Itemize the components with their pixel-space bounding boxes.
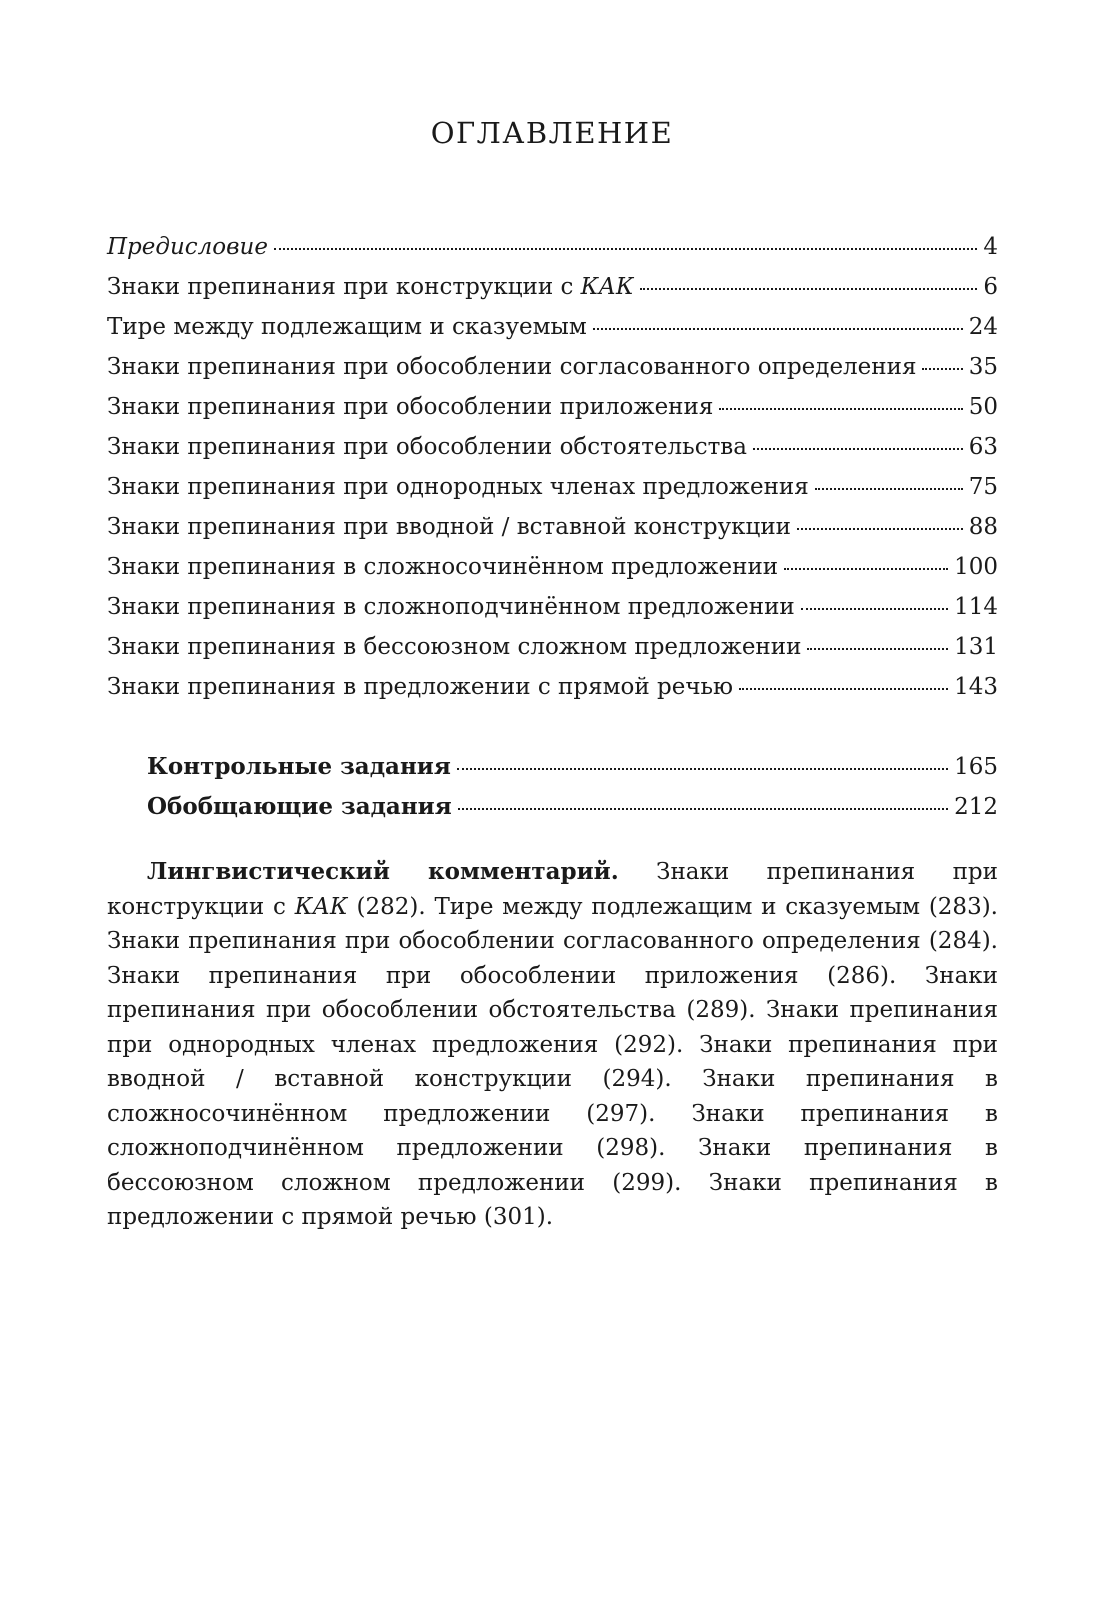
toc-label: Контрольные задания [147,753,451,780]
commentary-text: (282). Тире между подлежащим и сказуемым (283). Знаки препинания при обособлении согласованного определения (284). Знаки препинания при обособлении приложения (286). Знаки препинания при обособлении обстоятельства (289). Знаки препинания при однородных членах предложения (292). Знаки препинания при вводной / вставной конструкции (294). Знаки препинания в сложносочинённом предложении (297). Знаки препинания в сложноподчинённом предложении (298). Знаки препинания в бессоюзном сложном предложении (299). Знаки препинания в предложении с прямой речью (301). [107,893,998,1230]
commentary-italic: КАК [294,893,348,920]
toc-page-number: 75 [968,474,998,500]
toc-label: Обобщающие задания [147,793,452,820]
toc-entry[interactable] [107,670,998,704]
toc-page-number: 6 [983,274,998,300]
toc-entry[interactable] [107,350,998,384]
toc-label: Знаки препинания при вводной / вставной конструкции [107,514,791,540]
toc-page-number: 131 [954,634,998,660]
toc-page-number: 114 [954,594,998,620]
toc-label: Знаки препинания при обособлении приложения [107,394,714,420]
toc-entry[interactable] [107,270,998,304]
dot-leader [719,406,962,410]
toc-label: Знаки препинания в бессоюзном сложном предложении [107,634,802,660]
toc-entry-preface[interactable] [107,230,998,264]
toc-label-italic: КАК [580,274,634,300]
toc-entry-control-tasks[interactable] [147,750,998,784]
toc-page-number: 4 [983,234,998,260]
toc-entry[interactable] [107,510,998,544]
toc-label: Знаки препинания в предложении с прямой речью [107,674,734,700]
toc-entry[interactable] [107,630,998,664]
dot-leader [640,286,978,290]
toc-page-number: 50 [968,394,998,420]
dot-leader [458,806,948,810]
toc-label: Знаки препинания при обособлении обстоятельства [107,434,747,460]
toc-label: Предисловие [107,234,268,260]
toc-entry[interactable] [107,390,998,424]
toc-entry[interactable] [107,590,998,624]
toc-entry[interactable] [107,550,998,584]
toc-label: Знаки препинания в сложноподчинённом предложении [107,594,795,620]
toc-label: Знаки препинания при обособлении согласованного определения [107,354,917,380]
toc-label: Тире между подлежащим и сказуемым [107,314,587,340]
dot-leader [797,526,963,530]
dot-leader [922,366,962,370]
toc-label: Знаки препинания в сложносочинённом предложении [107,554,779,580]
commentary-heading: Лингвистический комментарий. [147,858,619,885]
page-title: ОГЛАВЛЕНИЕ [430,116,674,150]
toc-page-number: 165 [954,754,998,780]
dot-leader [753,446,963,450]
toc-page-number: 24 [968,314,998,340]
dot-leader [274,246,977,250]
dot-leader [784,566,948,570]
commentary-text: Знаки препинания при конструкции с [107,859,998,920]
toc-page-number: 35 [968,354,998,380]
toc-entry[interactable] [107,430,998,464]
dot-leader [815,486,963,490]
toc-page-number: 63 [968,434,998,460]
toc-page-number: 100 [954,554,998,580]
dot-leader [807,646,948,650]
toc-entry[interactable] [107,470,998,504]
dot-leader [593,326,963,330]
toc-entry-summary-tasks[interactable] [147,790,998,824]
dot-leader [457,766,948,770]
dot-leader [739,686,948,690]
dot-leader [801,606,948,610]
toc-entry[interactable] [107,310,998,344]
linguistic-commentary [107,855,998,1235]
toc-page-number: 88 [968,514,998,540]
toc-page-number: 212 [954,794,998,820]
toc-page-number: 143 [954,674,998,700]
toc-label: Знаки препинания при конструкции с [107,274,581,300]
toc-label: Знаки препинания при однородных членах предложения [107,474,809,500]
